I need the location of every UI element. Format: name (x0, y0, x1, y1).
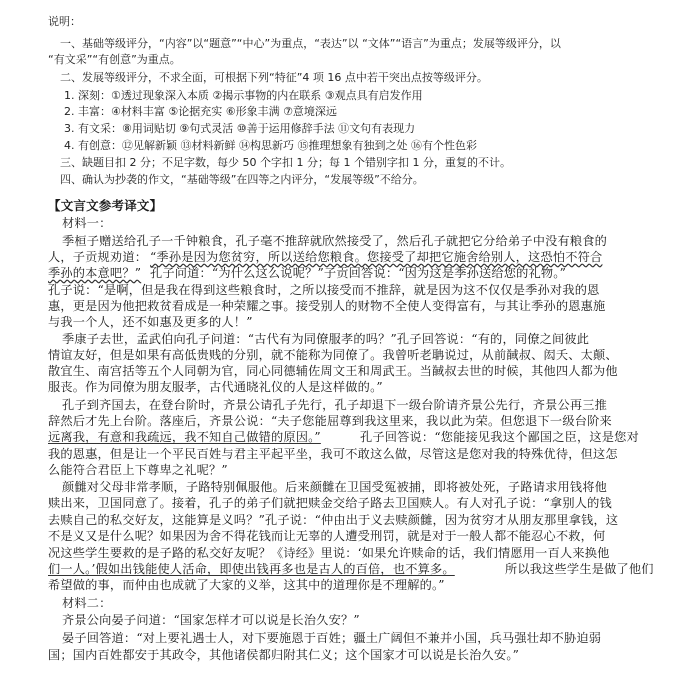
paragraph-1-wavy-quote: 季孙的本意吧？” (48, 266, 142, 280)
paragraph-2-line: 季康子去世，孟武伯向孔子问道：“古代有为同僚服孝的吗？”孔子回答说：“有的，同僚之间彼此 (62, 332, 590, 346)
notes-line-2: 二、发展等级评分，不求全面，可根据下列“特征”4 项 16 点中若干突出点按等级评分。 (60, 71, 488, 84)
notes-heading: 说明： (48, 15, 81, 28)
notes-line-1b: “有文采”“有创意”为重点。 (48, 53, 181, 66)
paragraph-3-line: 么能符合君臣上下尊卑之礼呢？” (48, 463, 228, 477)
material-one-label: 材料一： (62, 216, 112, 230)
paragraph-3-line: 辞然后才先上台阶。落座后，齐景公说：“夫子您能屈尊到我这里来，我以此为荣。但您退下一级台阶来 (48, 414, 612, 428)
paragraph-1-line: 惠，更是因为他把救贫看成是一种荣耀之事。接受别人的财物不全使人变得富有，与其让季孙的恩惠施 (48, 299, 606, 313)
paragraph-2-line: 服丧。作为同僚为朋友服孝，古代通晓礼仪的人是这样做的。” (48, 380, 383, 394)
notes-line-1a: 一、基础等级评分，“内容”以“题意”“中心”为重点，“表达”以 “文体”“语言”为重点；发展等级评分，以 (60, 37, 561, 50)
paragraph-1-line: 季桓子赠送给孔子一千钟粮食，孔子毫不推辞就欣然接受了，然后孔子就把它分给弟子中没有粮食的 (62, 234, 608, 248)
notes-item-2: 2. 丰富：④材料丰富 ⑤论据充实 ⑥形象丰满 ⑦意境深远 (64, 105, 337, 118)
paragraph-3-line: 孔子回答说：“您能接见我这个鄙国之臣，这是您对 (360, 430, 639, 444)
paragraph-1-line: 孔子说：“是啊，但是我在得到这些粮食时，之所以接受而不推辞，就是因为这不仅仅是季孙对我的恩 (48, 283, 600, 297)
paragraph-5-line: 国；国内百姓都安于其政令，其他诸侯都归附其仁义；这个国家才可以说是长治久安。” (48, 648, 520, 662)
paragraph-5-line: 晏子回答道：“对上要礼遇士人，对下要施恩于百姓；疆土广阔但不兼并小国，兵马强壮却不胁迫弱 (62, 631, 602, 645)
paragraph-2-line: 散宜生、南宫括等五个人同朝为官，同心同德辅佐周文王和周武王。当馘叔去世的时候，其他四人都为他 (48, 364, 618, 378)
material-two-label: 材料二： (62, 596, 112, 610)
translation-title: 【文言文参考译文】 (48, 198, 163, 213)
paragraph-1-line: 孔子问道：“为什么这么说呢？”子贡回答说：“因为这是季孙送给您的礼物。” (150, 266, 567, 280)
paragraph-3-line: 孔子到齐国去，在登台阶时，齐景公请孔子先行，孔子却退下一级台阶请齐景公先行，齐景公再三推 (62, 398, 608, 412)
notes-item-3: 3. 有文采：⑧用词贴切 ⑨句式灵活 ⑩善于运用修辞手法 ⑪文句有表现力 (64, 122, 416, 135)
paragraph-4-line: 况这些学生要救的是子路的私交好友呢？《诗经》里说：‘如果允许赎命的话，我们情愿用一百人来换他 (48, 546, 610, 560)
notes-line-4: 四、确认为抄袭的作文，“基础等级”在四等之内评分，“发展等级”不给分。 (60, 173, 424, 186)
paragraph-3-line: 我的恩惠，但是让一个平民百姓与君主平起平坐，我可不敢这么做，尽管这是您对我的特殊优待，但这怎 (48, 447, 618, 461)
paragraph-4-line: 所以我这些学生是做了他们 (505, 562, 654, 576)
paragraph-4-line: 希望做的事，而仲由也成就了大家的义举，这其中的道理你是不理解的。” (48, 578, 445, 592)
paragraph-2-line: 情谊友好，但是如果有高低贵贱的分别，就不能称为同僚了。我曾听老聃说过，从前馘叔、闳夭、太颠、 (48, 348, 618, 362)
paragraph-3-underlined: 远离我，有意和我疏远，我不知自己做错的原因。” (48, 430, 321, 444)
paragraph-1-line: 与我一个人，还不如惠及更多的人！” (48, 315, 253, 329)
notes-line-3: 三、缺题目扣 2 分；不足字数，每少 50 个字扣 1 分；每 1 个错别字扣 1 分，重复的不计。 (60, 156, 511, 169)
paragraph-4-line: 赎出来，卫国同意了。接着，孔子的弟子们就把赎金交给子路去卫国赎人。有人对孔子说：“拿别人的钱 (48, 496, 612, 510)
notes-item-1: 1. 深刻：①透过现象深入本质 ②揭示事物的内在联系 ③观点具有启发作用 (64, 89, 423, 102)
paragraph-4-underlined: 们一人。’假如出钱能使人活命，即使出钱再多也是古人的百倍，也不算多。 (48, 562, 455, 576)
paragraph-1-line: 人，子贡规劝道： (48, 250, 148, 264)
paragraph-1-wavy-quote: “季孙是因为您贫穷，所以送给您粮食。您接受了却把它施舍给别人，这恐怕不符合 (150, 250, 603, 264)
paragraph-4-line: 去赎自己的私交好友，这能算是义吗？”孔子说：“仲由出于义去赎颜雠，因为贫穷才从朋友那里拿钱，这 (48, 513, 619, 527)
paragraph-4-line: 不是义又是什么呢？如果因为舍不得花钱而让无辜的人遭受刑罚，就是对于一般人都不能忍心不救，何 (48, 529, 606, 543)
paragraph-4-line: 颜雠对父母非常孝顺，子路特别佩服他。后来颜雠在卫国受冤被捕，即将被处死，子路请求用钱将他 (62, 480, 608, 494)
notes-item-4: 4. 有创意：⑫见解新颖 ⑬材料新鲜 ⑭构思新巧 ⑮推理想象有独到之处 ⑯有个性色彩 (64, 139, 477, 152)
paragraph-5-line: 齐景公向晏子问道：“国家怎样才可以说是长治久安？” (62, 613, 360, 627)
